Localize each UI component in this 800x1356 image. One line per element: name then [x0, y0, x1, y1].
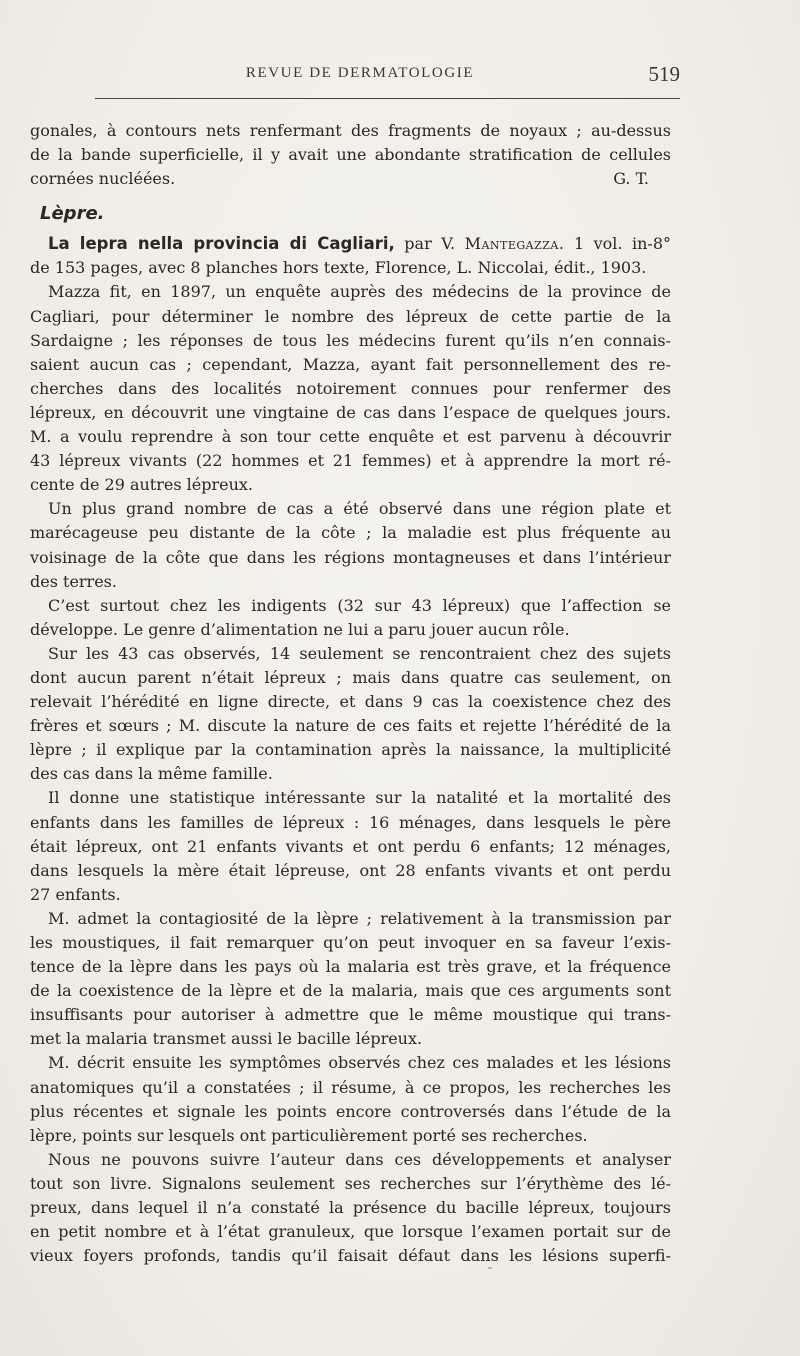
page-number: 519 — [648, 62, 680, 86]
paragraph — [30, 280, 671, 497]
running-title: REVUE DE DERMATOLOGIE — [245, 65, 475, 81]
text-line: était lépreux, ont 21 enfants vivants et ont perdu 6 enfants; 12 ménages, — [30, 836, 671, 856]
text-line: M. décrit ensuite les symptômes observés chez ces malades et les lésions — [48, 1053, 671, 1073]
paragraph — [30, 497, 671, 593]
text-line: Sardaigne ; les réponses de tous les médecins furent qu’ils n’en connais- — [30, 330, 671, 350]
text-line: gonales, à contours nets renfermant des fragments de noyaux ; au-dessus — [30, 121, 671, 140]
text-line: cherches dans des localités notoirement connues pour renfermer des — [30, 378, 671, 398]
reference-author: Mantegazza. — [464, 234, 565, 254]
text-line: cente de 29 autres lépreux. — [30, 475, 254, 495]
reference-line: de 153 pages, avec 8 planches hors texte, Florence, L. Niccolai, édit., 1903. — [30, 258, 647, 278]
paragraphs — [30, 280, 671, 1268]
text-line: insuffisants pour autoriser à admettre que le même moustique qui trans- — [30, 1005, 671, 1025]
text-line: dont aucun parent n’était lépreux ; mais dans quatre cas seulement, on — [30, 667, 671, 687]
text-line: développe. Le genre d’alimentation ne lui a paru jouer aucun rôle. — [30, 619, 570, 639]
author-signature: G. T. — [613, 169, 649, 189]
text-line: 27 enfants. — [30, 884, 121, 904]
text-line: des terres. — [30, 571, 117, 591]
text-line: lèpre ; il explique par la contamination après la naissance, la multiplicité — [30, 740, 671, 760]
text-line: Cagliari, pour déterminer le nombre des lépreux de cette partie de la — [30, 306, 671, 326]
text-line: preux, dans lequel il n’a constaté la présence du bacille lépreux, toujours — [30, 1198, 671, 1218]
text-line: M. admet la contagiosité de la lèpre ; relativement à la transmission par — [48, 908, 671, 928]
reference-title: La lepra nella provincia di Cagliari, — [48, 234, 395, 254]
section-heading: Lèpre. — [40, 203, 105, 225]
paper-speck — [488, 1267, 492, 1269]
text-line: saient aucun cas ; cependant, Mazza, ayant fait personnellement des re- — [30, 354, 671, 374]
text-line: tence de la lèpre dans les pays où la malaria est très grave, et la fréquence — [30, 957, 671, 977]
reference-by: par V. — [394, 234, 465, 254]
paragraph — [30, 786, 671, 906]
text-line: dans lesquels la mère était lépreuse, ont 28 enfants vivants et ont perdu — [30, 860, 671, 880]
text-line: frères et sœurs ; M. discute la nature de ces faits et rejette l’hérédité de la — [30, 716, 671, 736]
text-line: tout son livre. Signalons seulement ses recherches sur l’érythème des lé- — [30, 1173, 671, 1193]
text-line: met la malaria transmet aussi le bacille lépreux. — [30, 1029, 423, 1049]
paragraph — [30, 907, 671, 1052]
paragraph — [30, 642, 671, 787]
reference-details: 1 vol. in-8° — [564, 234, 672, 254]
text-line: M. a voulu reprendre à son tour cette enquête et est parvenu à découvrir — [30, 427, 671, 447]
paragraph — [30, 1051, 671, 1147]
text-line: enfants dans les familles de lépreux : 16 ménages, dans lesquels le père — [30, 812, 671, 832]
text-line: lèpre, points sur lesquels ont particulièrement porté ses recherches. — [30, 1125, 588, 1145]
text-line: en petit nombre et à l’état granuleux, que lorsque l’examen portait sur de — [30, 1222, 671, 1242]
text-line: Il donne une statistique intéressante sur la natalité et la mortalité des — [48, 788, 671, 808]
text-line — [30, 167, 671, 191]
text-line: plus récentes et signale les points encore controversés dans l’étude de la — [30, 1101, 671, 1121]
text-line: voisinage de la côte que dans les régions montagneuses et dans l’intérieur — [30, 547, 671, 567]
text-line: de la bande superficielle, il y avait une abondante stratification de cellules — [30, 145, 671, 165]
text-line: Mazza fit, en 1897, un enquête auprès des médecins de la province de — [48, 282, 671, 302]
paragraph — [30, 1148, 671, 1268]
text-line: Sur les 43 cas observés, 14 seulement se rencontraient chez des sujets — [48, 643, 671, 663]
header-rule — [95, 98, 680, 99]
text-line: vieux foyers profonds, tandis qu’il faisait défaut dans les lésions superfi- — [30, 1246, 671, 1266]
text-line: des cas dans la même famille. — [30, 764, 273, 784]
text-line: de la coexistence de la lèpre et de la malaria, mais que ces arguments sont — [30, 981, 671, 1001]
text-line: C’est surtout chez les indigents (32 sur 43 lépreux) que l’affection se — [48, 595, 671, 615]
reference-line — [30, 232, 671, 256]
text-line: les moustiques, il fait remarquer qu’on peut invoquer en sa faveur l’exis- — [30, 933, 671, 952]
paragraph — [30, 594, 671, 642]
text-line: Nous ne pouvons suivre l’auteur dans ces développements et analyser — [48, 1149, 671, 1169]
text-line: anatomiques qu’il a constatées ; il résume, à ce propos, les recherches les — [30, 1077, 671, 1097]
text-line: lépreux, en découvrit une vingtaine de cas dans l’espace de quelques jours. — [30, 402, 671, 422]
text-line: marécageuse peu distante de la côte ; la maladie est plus fréquente au — [30, 523, 671, 543]
text-line: 43 lépreux vivants (22 hommes et 21 femmes) et à apprendre la mort ré- — [30, 451, 671, 471]
text-line: relevait l’hérédité en ligne directe, et dans 9 cas la coexistence chez des — [30, 692, 671, 712]
article-body — [30, 119, 671, 1268]
text-line: Un plus grand nombre de cas a été observé dans une région plate et — [48, 499, 671, 519]
text-fragment: cornées nucléées. — [30, 169, 176, 189]
running-head — [40, 63, 680, 85]
